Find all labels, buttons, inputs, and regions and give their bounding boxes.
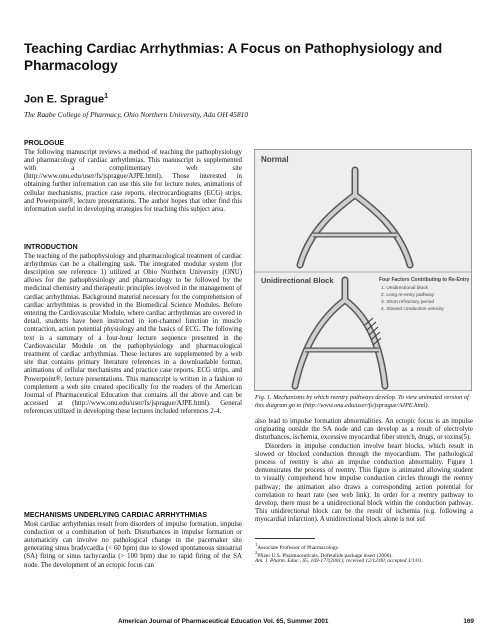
author-footnote-mark: 1 (104, 93, 108, 100)
unidirectional-block-label: Unidirectional Block (261, 276, 334, 285)
paragraph: Disorders in impulse conduction involve heart blocks, which result in slowed or blocked conduction through the myocardium. The pathological process of reentry is also an impulse conduction abnormality. Figure 1 demonstrates the process of reentry. This figure is animated allowing student to visually comprehend how impulse conduction circles through the reentry pathway; the animation also draws a corresponding action potential for correlation to heart rate (see web link). In order for a reentry pathway to develop, there must be a unidirectional block within the conduction pathway. This unidirectional block can be the result of ischemia (e.g. following a myocardial infarction). A unidirectional block alone is not suf (255, 442, 473, 524)
article-title: Teaching Cardiac Arrhythmias: A Focus on Pathophysiology and Pharmacology (24, 41, 443, 73)
paragraph: also lead to impulse formation abnormalities. An ectopic focus is an impulse originating outside the SA node and can develop as a result of electrolyte disturbances, ischemia, excessive myocardial fiber stretch, drugs, or toxins(5). (255, 418, 473, 442)
factor-item: 2. Long re-entry pathway (381, 293, 435, 298)
prologue-section (24, 140, 242, 214)
factors-title: Four Factors Contributing to Re-Entry (379, 277, 470, 283)
author-name: Jon E. Sprague$^1$ (24, 93, 108, 106)
right-column-text (255, 418, 473, 525)
factor-item: 1. Unidirectional block (381, 286, 428, 291)
prologue-text: The following manuscript reviews a method of teaching the pathophysiology and pharmacology of cardiac arrhythmias. This manuscript is supplemented with a complimentary web site (http://www.onu.edu/user/fs/jsprague/AJPE.html). Those interested in obtaining further information can use this site for lecture notes, animations of cellular mechanisms, practice case reports, electrocardiograms (ECG) strips, and Powerpoint®, lecture presentations. The author hopes that other find this information useful in developing strategies for teaching this subject area. (24, 148, 242, 213)
factor-item: 4. Slowed conduction velocity (381, 307, 444, 312)
footnote: $^2$Pfizer U.S. Pharmaceuticals, Dofetalide package insert (2000). (255, 550, 393, 559)
footnote: $^1$Associate Professor of Pharmacology. (255, 542, 340, 551)
mechanisms-heading: MECHANISMS UNDERLYING CARDIAC ARRHYTHMIAS (24, 512, 208, 519)
factor-item: 3. Short refractory period (381, 300, 435, 305)
reentry-figure (254, 149, 472, 391)
prologue-heading: PROLOGUE (24, 140, 65, 147)
introduction-section (24, 244, 242, 417)
reentry-diagram (255, 150, 471, 390)
page-footer (118, 618, 474, 625)
normal-label: Normal (261, 155, 289, 164)
introduction-heading: INTRODUCTION (24, 244, 78, 251)
footnote-divider (255, 538, 315, 539)
journal-citation: American Journal of Pharmaceutical Education Vol. 65, Summer 2001 (118, 618, 329, 625)
introduction-text: The teaching of the pathophysiology and pharmacological treatment of cardiac arrhythmias can be a challenging task. The integrated modular system (for description see reference 1) utilized at Ohio Northern University (ONU) allows for the pathophysiology and pharmacology to be followed by the medicinal chemistry and therapeutic principles involved in the management of cardiac arrhythmias. Background material necessary for the comprehension of cardiac arrhythmias is provided in the Biomedical Science Modules. Before entering the Cardiovascular Module, where cardiac arrhythmias are covered in detail, students have been instructed in ion-channel function in muscle contraction, action potential physiology and the basics of ECG. The following text is a summary of a four-hour lecture sequence presented in the Cardiovascular Module on the pathophysiology and pharmacological treatment of cardiac arrhythmias. These lectures are supplemented by a web site that contains primary literature references in a downloadable format, animations of cellular mechanisms and practice case reports, ECG strips, and Powerpoint®, lecture presentations. This manuscript is written in a fashion to complement a web site created specifically for the readers of the American Journal of Pharmaceutical Education that contains all the above and can be accessed at (http://www.onu.edu/user/fs/jsprague/AJPE.html). General references utilized in developing these lectures included references 2-4. (24, 252, 242, 416)
mechanisms-section (24, 512, 242, 570)
mechanisms-text: Most cardiac arrhythmias result from disorders of impulse formation, impulse conduction or a combination of both. Disturbances in impulse formation or automaticity can involve no pathological change in the pacemaker site generating sinus bradycardia (< 60 bpm) due to slowed spontaneous sinoatrial (SA) firing or sinus tachycardia (> 100 bpm) due to rapid firing of the SA node. The development of an ectopic focus can (24, 520, 242, 569)
figure-caption: Fig. 1. Mechanisms by which reentry pathways develop. To view animated version of this diagram go to (http://www.onu.edu/user/fs/jsprague/AJPE.html). (255, 394, 469, 409)
page-number: 169 (463, 618, 474, 625)
affiliation: The Raabe College of Pharmacy, Ohio Northern University, Ada OH 45810 (24, 110, 249, 119)
footnote: Am. J. Pharm. Educ., 65, 169-177(2001); received 12/12/00, accepted 3/1/01. (255, 558, 423, 564)
